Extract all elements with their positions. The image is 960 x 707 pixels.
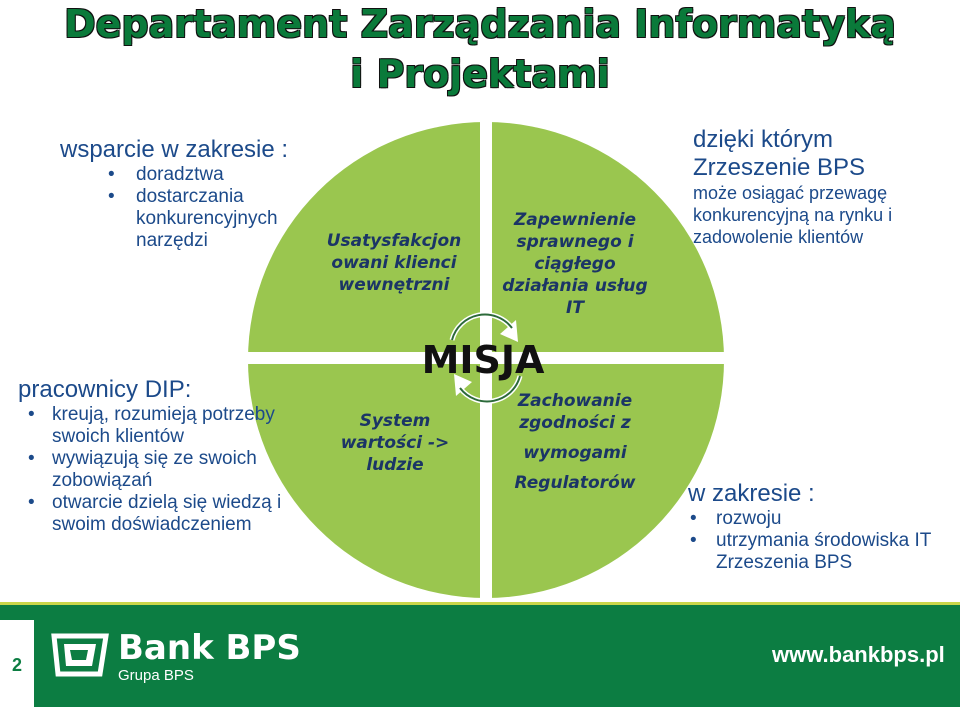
quadrant-bottom-right-line2: wymogami bbox=[523, 443, 627, 463]
right-bottom-block bbox=[688, 480, 958, 574]
left-bottom-block bbox=[18, 376, 318, 536]
page-number: 2 bbox=[11, 655, 22, 675]
quadrant-bottom-right-label bbox=[500, 390, 650, 494]
list-item: • wywiązują się ze swoich zobowiązań bbox=[18, 448, 318, 492]
left-bottom-heading: pracownicy DIP: bbox=[18, 376, 192, 403]
left-top-heading: wsparcie w zakresie : bbox=[60, 136, 289, 163]
list-item: • doradztwa bbox=[60, 164, 300, 186]
list-item: • rozwoju bbox=[688, 508, 958, 530]
brand-name: Bank BPS bbox=[118, 628, 301, 668]
right-bottom-heading: w zakresie : bbox=[688, 480, 815, 507]
list-item: • kreują, rozumieją potrzeby swoich klientów bbox=[18, 404, 318, 448]
left-top-block bbox=[60, 136, 300, 252]
right-top-block bbox=[693, 126, 953, 248]
page-title-line2: i Projektami bbox=[350, 52, 610, 96]
list-item: • dostarczania konkurencyjnych narzędzi bbox=[60, 186, 300, 252]
right-top-heading: dzięki którym Zrzeszenie BPS bbox=[693, 126, 866, 181]
bank-bps-logo-icon bbox=[48, 630, 112, 682]
website-link[interactable]: www.bankbps.pl bbox=[772, 642, 945, 667]
quadrant-top-right-label: Zapewnienie sprawnego i ciągłego działania usług IT bbox=[502, 210, 648, 318]
quadrant-top-left-label: Usatysfakcjon owani klienci wewnętrzni bbox=[326, 231, 462, 295]
list-item: • może osiągać przewagę konkurencyjną na rynku i zadowolenie klientów bbox=[693, 182, 953, 248]
quadrant-bottom-right-line3: Regulatorów bbox=[514, 473, 636, 493]
brand-subtitle: Grupa BPS bbox=[118, 667, 194, 684]
quadrant-bottom-left-label: System wartości -> ludzie bbox=[340, 411, 450, 475]
list-item: • utrzymania środowiska IT Zrzeszenia BPS bbox=[688, 530, 958, 574]
mission-label: MISJA bbox=[421, 338, 545, 382]
list-item: • otwarcie dzielą się wiedzą i swoim doświadczeniem bbox=[18, 492, 318, 536]
page-title: Departament Zarządzania Informatyką bbox=[64, 2, 896, 46]
quadrant-bottom-right-line1: Zachowanie zgodności z bbox=[517, 391, 633, 433]
